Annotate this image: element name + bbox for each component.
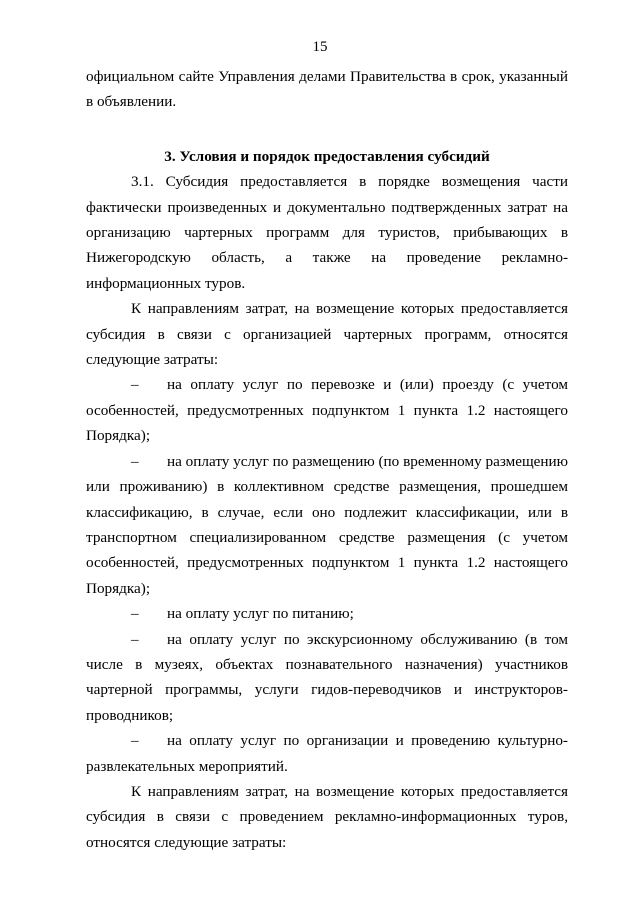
list-item [86, 728, 568, 779]
paragraph-3-1: 3.1. Субсидия предоставляется в порядке возмещения части фактически произведенных и документально подтвержденных затрат на организацию чартерных программ для туристов, прибывающих в Нижегородскую область, а также на проведение рекламно-информационных туров. [86, 173, 568, 292]
dash-bullet: – [131, 605, 139, 623]
list-item-text: на оплату услуг по размещению (по временному размещению или проживанию) в коллективном средстве размещения, прошедшем классификацию, в случае, если оно подлежит классификации, или в транспортном специализированном средстве размещения (с учетом особенностей, предусмотренных подпунктом 1 пункта 1.2 настоящего Порядка); [86, 452, 568, 597]
list-item-text: на оплату услуг по перевозке и (или) проезду (с учетом особенностей, предусмотренных подпунктом 1 пункта 1.2 настоящего Порядка); [86, 376, 568, 445]
dash-bullet: – [131, 452, 139, 470]
dash-bullet: – [131, 732, 139, 750]
charter-costs-intro: К направлениям затрат, на возмещение которых предоставляется субсидия в связи с организацией чартерных программ, относятся следующие затраты: [86, 300, 568, 369]
list-item-text: на оплату услуг по питанию; [167, 605, 354, 623]
list-item [86, 627, 568, 729]
document-body [86, 64, 568, 855]
list-item [86, 449, 568, 601]
list-item [86, 601, 568, 626]
list-item-text: на оплату услуг по экскурсионному обслуживанию (в том числе в музеях, объектах познавательного назначения) участников чартерной программы, услуги гидов-переводчиков и инструкторов-проводников; [86, 630, 568, 724]
tour-costs-intro: К направлениям затрат, на возмещение которых предоставляется субсидия в связи с проведением рекламно-информационных туров, относятся следующие затраты: [86, 782, 568, 851]
dash-bullet: – [131, 376, 139, 394]
section-heading: 3. Условия и порядок предоставления субсидий [164, 147, 490, 165]
page-number: 15 [312, 39, 328, 55]
intro-paragraph: официальном сайте Управления делами Правительства в срок, указанный в объявлении. [86, 68, 568, 111]
list-item-text: на оплату услуг по организации и проведению культурно-развлекательных мероприятий. [86, 732, 568, 775]
list-item [86, 372, 568, 448]
dash-bullet: – [131, 630, 139, 648]
